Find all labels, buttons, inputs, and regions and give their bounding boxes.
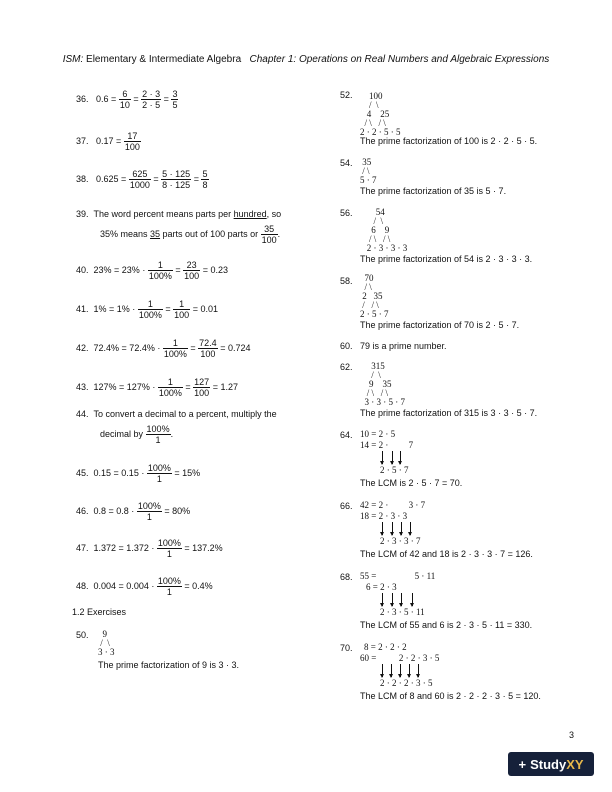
problem-45: 45. 0.15 = 0.15 · $\frac{100\%}{1}$ = 15%	[76, 463, 201, 484]
problem-41: 41. 1% = 1% · $\frac{1}{100\%}$ = $\frac{1}{100}$ = 0.01	[76, 299, 218, 320]
problem-36: 36. 0.6 = $\frac{6}{10}$ = $\frac{2 \cdot 3}{2 \cdot 5}$ = $\frac{3}{5}$	[76, 89, 178, 110]
problem-42: 42. 72.4% = 72.4% · $\frac{1}{100\%}$ = $\frac{72.4}{100}$ = 0.724	[76, 338, 251, 359]
header-book-title: Elementary & Intermediate Algebra	[83, 54, 242, 65]
brand-accent: XY	[566, 756, 584, 772]
studyxy-badge[interactable]	[508, 752, 594, 776]
problem-38: 38. 0.625 = $\frac{625}{1000}$ = $\frac{5 \cdot 125}{8 \cdot 125}$ = $\frac{5}{8}$	[76, 169, 208, 190]
right-column: 52. 100 / \ 4 25 / \ / \ 2 · 2 · 5 · 5 The prime factorization of 100 is 2 · 2 · 5 · 5. 54. 35 / \ 5 · 7 The prime factorization of 35 is 5 · 7. 56. 54 / \ 6 9 / \ / \ 2 · 3 · 3 · 3 The prime factorization of 54 is 2 · 3 · 3 · 3. 58. 70 / \ 2 35 / / \ 2 · 5 · 7 The prime factorization of 70 is 2 · 5 · 7. 60. 79 is a prime number. 62. 315 / \ 9 35 / \ / \ 3 · 3 · 5 · 7 The prime factorization of 315 is 3 · 3 · 5 · 7. 64. 10 = 2 · 5 14 = 2 · 7 2 · 5 · 7 The LCM is 2 · 5 · 7 = 70. 66. 42 = 2 · 3 · 7 18 = 2 · 3 · 3 2 · 3 · 3 · 7 The LCM of 42 and 18 is 2 · 3 · 3 · 7 = 126. 68. 55 = 5 · 11 6 = 2 · 3 2 · 3 · 5 · 11 The LCM of 55 and 6 is 2 · 3 · 5 · 11 = 330. 70. 8 = 2 · 2 · 2 60 = 2 · 2 · 3 · 5 2 · 2 · 2 · 3 · 5 The LCM of 8 and 60 is 2 · 2 · 2 · 3 · 5 = 120.	[340, 90, 580, 720]
problem-44: 44. To convert a decimal to a percent, multiply the decimal by $\frac{100\%}{1}$ .	[76, 409, 277, 445]
problem-48: 48. 0.004 = 0.004 · $\frac{100\%}{1}$ = 0.4%	[76, 576, 213, 597]
problem-47: 47. 1.372 = 1.372 · $\frac{100\%}{1}$ = 137.2%	[76, 538, 223, 559]
running-header	[0, 54, 612, 65]
header-book-abbr: ISM:	[62, 54, 84, 65]
header-chapter: Chapter 1: Operations on Real Numbers and Algebraic Expressions	[249, 54, 550, 65]
problem-70: 70. 8 = 2 · 2 · 2 60 = 2 · 2 · 3 · 5 2 · 2 · 2 · 3 · 5 The LCM of 8 and 60 is 2 · 2 · 2 · 3 · 5 = 120.	[340, 642, 541, 701]
problem-37: 37. 0.17 = $\frac{17}{100}$	[76, 131, 140, 152]
problem-64: 64. 10 = 2 · 5 14 = 2 · 7 2 · 5 · 7 The LCM is 2 · 5 · 7 = 70.	[340, 429, 463, 488]
page-number: 3	[569, 730, 575, 740]
section-heading: 1.2 Exercises	[72, 607, 127, 617]
problem-68: 68. 55 = 5 · 11 6 = 2 · 3 2 · 3 · 5 · 11 The LCM of 55 and 6 is 2 · 3 · 5 · 11 = 330.	[340, 571, 533, 630]
plus-icon: +	[518, 756, 527, 772]
problem-46: 46. 0.8 = 0.8 · $\frac{100\%}{1}$ = 80%	[76, 501, 191, 522]
brand-name: Study	[530, 756, 567, 772]
problem-39: 39. The word percent means parts per hundred, so 35% means 35 parts out of 100 parts or $\frac{35}{100}$ .	[76, 209, 282, 245]
problem-66: 66. 42 = 2 · 3 · 7 18 = 2 · 3 · 3 2 · 3 · 3 · 7 The LCM of 42 and 18 is 2 · 3 · 3 · 7 = 126.	[340, 500, 533, 559]
problem-43: 43. 127% = 127% · $\frac{1}{100\%}$ = $\frac{127}{100}$ = 1.27	[76, 377, 238, 398]
problem-40: 40. 23% = 23% · $\frac{1}{100\%}$ = $\frac{23}{100}$ = 0.23	[76, 260, 228, 281]
left-column: 36. 0.6 = $\frac{6}{10}$ = $\frac{2 \cdot 3}{2 \cdot 5}$ = $\frac{3}{5}$ 37. 0.17 = $\frac{17}{100}$ 38. 0.625 = $\frac{625}{1000}$ = $\frac{5 \cdot 125}{8 \cdot 125}$ = $\frac{5}{8}$ 39. The word percent means parts per hundred, so 35% means 35 parts out of 100 parts or $\frac{35}{100}$ . 40. 23% = 23% · $\frac{1}{100\%}$ = $\frac{23}{100}$ = 0.23 41. 1% = 1% · $\frac{1}{100\%}$ = $\frac{1}{100}$ = 0.01 42. 72.4% = 72.4% · $\frac{1}{100\%}$ = $\frac{72.4}{100}$ = 0.724 43. 127% = 127% · $\frac{1}{100\%}$ = $\frac{127}{100}$ = 1.27 44. To convert a decimal to a percent, multiply the decimal by $\frac{100\%}{1}$ . 45. 0.15 = 0.15 · $\frac{100\%}{1}$ = 15% 46. 0.8 = 0.8 · $\frac{100\%}{1}$ = 80% 47. 1.372 = 1.372 · $\frac{100\%}{1}$ = 137.2% 48. 0.004 = 0.004 · $\frac{100\%}{1}$ = 0.4% 1.2 Exercises 50. 9 / \ 3 · 3 The prime factorization of 9 is 3 · 3.	[76, 85, 316, 685]
